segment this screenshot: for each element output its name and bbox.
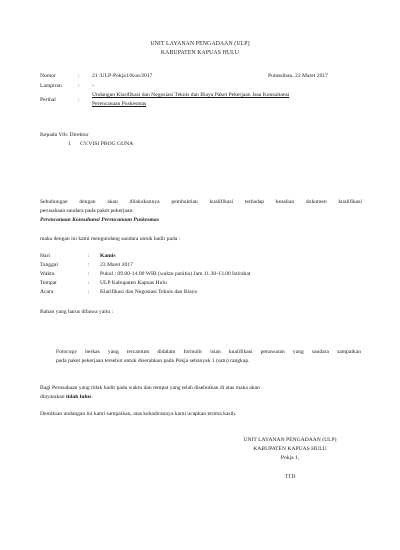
schedule-value-waktu: Pukul : 09.00-14.00 WIB (waktu panitia) Jam 11.30-13.00 Istirahat [100, 271, 251, 277]
bring-text: Bahan yang harus dibawa yaitu : [40, 309, 114, 315]
letterhead-line-2: KABUPATEN KAPUAS HULU [160, 50, 240, 56]
schedule-colon-waktu: : [88, 271, 90, 277]
lampiran-value: - [92, 83, 94, 89]
closing-text: Demikian undangan ini kami sampaikan, atas kehadirannya kami ucapkan terima kasih. [40, 411, 237, 417]
para2-line-2: pada paket pekerjaan tersebut untuk diserahkan pada Pokja sebanyak 1 (satu) rangkap. [56, 358, 250, 364]
schedule-value-tanggal: 23 Maret 2017 [100, 262, 133, 268]
perihal-line-1: Undangan Klarifikasi dan Negosiasi Teknis dan Biaya Paket Pekerjaan Jasa Konsultansi [92, 92, 290, 98]
signature-line-2: KABUPATEN KAPUAS HULU [253, 446, 327, 452]
para3-bold: tidak lulus [65, 394, 92, 400]
schedule-label-hari: Hari [40, 253, 50, 259]
nomor-label: Nomor [40, 73, 56, 79]
schedule-label-tempat: Tempat [40, 280, 57, 286]
perihal-line-2: Perencanaan Puskesmas [92, 101, 147, 107]
para3-line-1: Bagi Perusahaan yang tidak hadir pada waktu dan tempat yang telah disebutkan di atas maka akan [40, 385, 260, 391]
schedule-label-acara: Acara [40, 289, 54, 295]
schedule-label-tanggal: Tanggal [40, 262, 58, 268]
schedule-colon-acara: : [88, 289, 90, 295]
nomor-colon: : [78, 73, 80, 79]
schedule-colon-tanggal: : [88, 262, 90, 268]
recipient-number: 1 [68, 141, 71, 147]
lampiran-label: Lampiran [40, 83, 62, 89]
invite-text: maka dengan ini kami mengundang saudara untuk hadir pada : [40, 236, 181, 242]
letter-date: Putussibau, 22 Maret 2017 [268, 73, 328, 79]
nomor-value: 21 /ULP-Pokja1/Kon/2017 [92, 73, 153, 79]
schedule-label-waktu: Waktu [40, 271, 55, 277]
perihal-colon: : [78, 97, 80, 103]
signature-line-3: Pokja 1, [280, 455, 300, 461]
schedule-value-acara: Klarifikasi dan Negosiasi Teknis dan Biaya [100, 289, 197, 295]
perihal-label: Perihal [40, 97, 56, 103]
schedule-colon-hari: : [88, 253, 90, 259]
para1-line-2: perusahaan saudara pada paket pekerjaan: [40, 208, 134, 214]
lampiran-colon: : [78, 83, 80, 89]
signature-line-1: UNIT LAYANAN PENGADAAN (ULP) [243, 437, 337, 443]
schedule-value-tempat: ULP Kabupaten Kapuas Hulu [100, 280, 167, 286]
para3-line-2 [40, 394, 93, 402]
package-name: Perencanaan Konsultansi Perencanaan Puskesmas [40, 217, 159, 223]
para1-line-1: Sehubungan dengan akan dilakukannya pembuktian kualifikasi terhadap keaslian dokumen kualifikasi [40, 199, 362, 205]
letterhead-line-1: UNIT LAYANAN PENGADAAN (ULP) [150, 41, 250, 47]
para2-line-1: Fotocopy berkas yang tercantum didalam formulir isian kualifikasi penawaran yang saudara sampaikan [56, 349, 361, 355]
para3-pre: dinyatakan [40, 394, 65, 400]
recipient-company: CV.VISI PROG GUNA [80, 141, 134, 147]
signature-ttd: TTD [284, 474, 296, 480]
schedule-colon-tempat: : [88, 280, 90, 286]
schedule-value-hari: Kamis [100, 253, 116, 259]
para3-post: . [91, 394, 93, 400]
recipient-salutation: Kepada Yth: Direktur [40, 132, 89, 138]
